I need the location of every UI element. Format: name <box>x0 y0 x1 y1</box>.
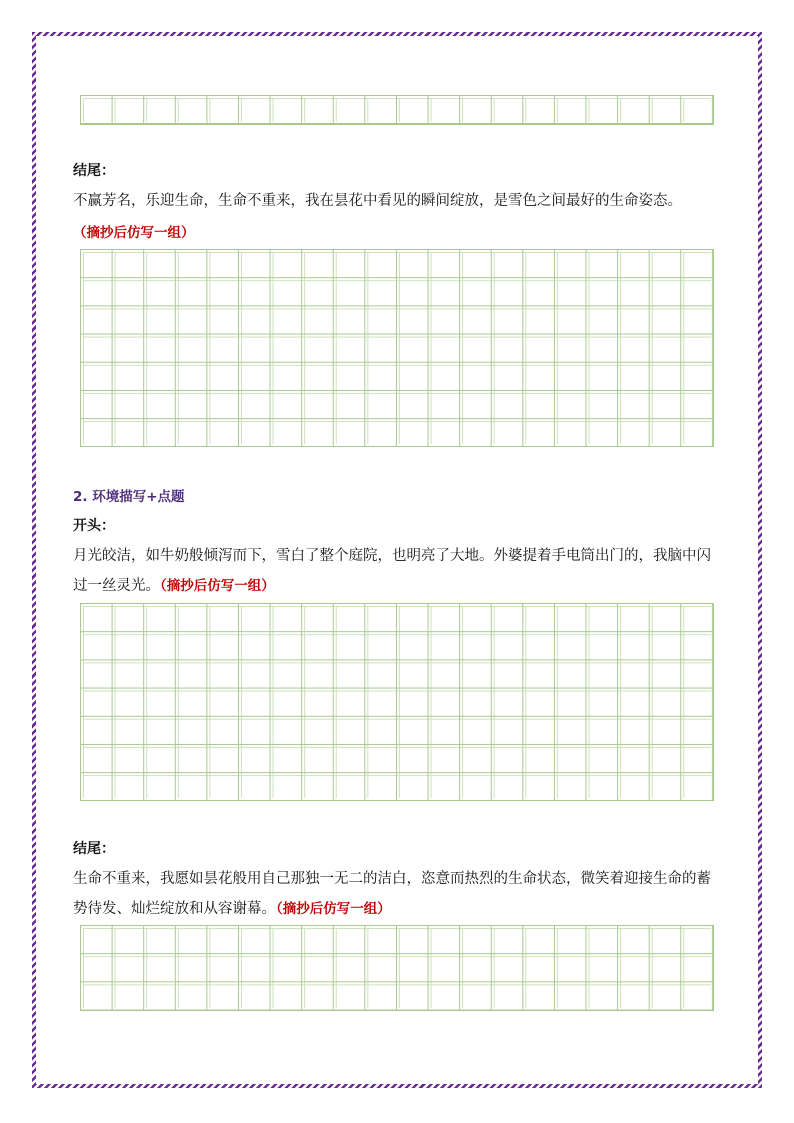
writing-grid-top[interactable] <box>80 95 714 125</box>
section1-ending-heading: 结尾： <box>73 163 115 179</box>
writing-grid-section2-opening[interactable] <box>80 603 714 801</box>
section2-ending-body: 生命不重来，我愿如昙花般用自己那独一无二的洁白，恣意而热烈的生命状态，微笑着迎接生命的蓄势待发、灿烂绽放和从容谢幕。 <box>73 871 711 917</box>
copy-note: （摘抄后仿写一组） <box>276 901 391 917</box>
section2-ending-text <box>73 864 723 924</box>
section2-opening-text <box>73 541 723 601</box>
writing-grid-section1[interactable] <box>80 249 714 447</box>
section1-ending-text <box>73 186 723 216</box>
writing-grid-section2-ending[interactable] <box>80 925 714 1011</box>
copy-note: （摘抄后仿写一组） <box>73 225 195 241</box>
section1-ending-note-line <box>73 218 723 248</box>
copy-note: （摘抄后仿写一组） <box>160 578 275 594</box>
section1-ending-body: 不赢芳名，乐迎生命，生命不重来，我在昙花中看见的瞬间绽放，是雪色之间最好的生命姿态。 <box>73 193 682 209</box>
section2-opening-body: 月光皎洁，如牛奶般倾泻而下，雪白了整个庭院，也明亮了大地。外婆提着手电筒出门的，我脑中闪过一丝灵光。 <box>73 548 711 594</box>
section2-opening-heading: 开头： <box>73 518 115 534</box>
section2-title: 2. 环境描写+点题 <box>73 489 185 505</box>
section2-ending-heading: 结尾： <box>73 841 115 857</box>
